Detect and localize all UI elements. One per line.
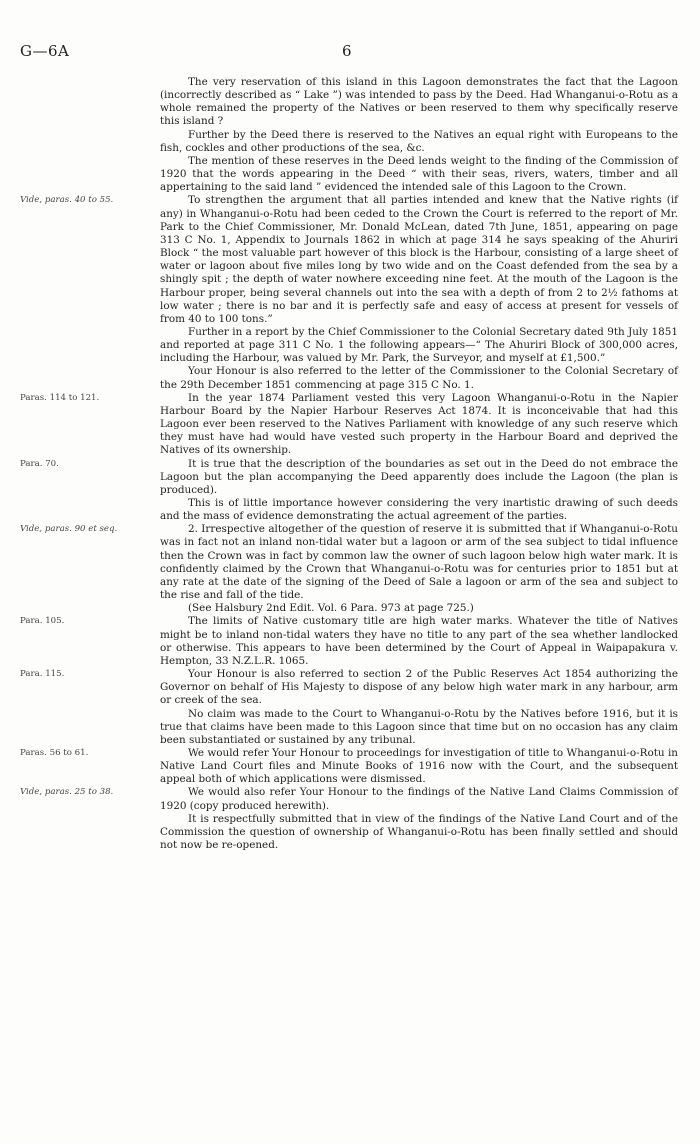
margin-note: Para. 70.: [20, 458, 59, 469]
paragraph-text: Further by the Deed there is reserved to the Natives an equal right with Europeans to the fish, cockles and other productions of the sea, &c.: [160, 128, 678, 154]
paragraph-text: The very reservation of this island in this Lagoon demonstrates the fact that the Lagoon (incorrectly described as “ Lake ”) was intended to pass by the Deed. Had Whanganui-o-Rotu as a whole remained the property of the Natives or been reserved to them why specifically reserve this island ?: [160, 76, 678, 128]
paragraph-text: Your Honour is also referred to section 2 of the Public Reserves Act 1854 authorizing the Governor on behalf of His Majesty to dispose of any below high water mark in any harbour, arm or creek of the sea.: [160, 668, 678, 707]
paragraph-chief-commissioner-report: [160, 326, 678, 365]
paragraph-commissioner-letter: [160, 365, 678, 391]
page-number: 6: [342, 42, 352, 60]
paragraph-no-claim: [160, 708, 678, 747]
page-header: [0, 42, 700, 64]
paragraph-public-reserves-act: [20, 668, 678, 707]
paragraph-text: Further in a report by the Chief Commissioner to the Colonial Secretary dated 9th July 1851 and reported at page 311 C No. 1 the following appears—“ The Ahuriri Block of 300,000 acres, including the Harbour, was valued by Mr. Park, the Surveyor, and myself at £1,500.”: [160, 325, 678, 365]
paragraph-reserves-deed: [160, 155, 678, 194]
paragraph-proceedings: [20, 746, 678, 786]
paragraph-boundaries: [20, 457, 678, 497]
margin-note: Paras. 114 to 121.: [20, 392, 100, 403]
document-reference: G—6A: [20, 42, 70, 60]
document-body: [0, 76, 700, 852]
paragraph-text: To strengthen the argument that all parties intended and knew that the Native rights (if any) in Whanganui-o-Rotu had been ceded to the Crown the Court is referred to the report of Mr. Park to the Chief Commissioner, Mr. Donald McLean, dated 7th June, 1851, appearing on page 313 C No. 1, Appendix to Journals 1862 in which at page 314 he says speaking of the Ahuriri Block “ the most valuable part however of this block is the Harbour, consisting of a large sheet of water or lagoon about five miles long by two wide and on the Coast defended from the sea by a shingly spit ; the depth of water nowhere exceeding nine feet. At the mouth of the Lagoon is the Harbour proper, being several channels out into the sea with a depth of from 2 to 2½ fathoms at low water ; there is no bar and it is perfectly safe and easy of access at present for vessels of from 40 to 100 tons.”: [160, 194, 678, 325]
paragraph-text: The limits of Native customary title are high water marks. Whatever the title of Natives might be to inland non-tidal waters they have no title to any part of the sea whether landlocked or otherwise. This appears to have been determined by the Court of Appeal in Waipapakura v. Hempton, 33 N.Z.L.R. 1065.: [160, 615, 678, 667]
paragraph-harbour-board: [20, 391, 678, 458]
paragraph-equal-rights: [160, 129, 678, 155]
paragraph-text: This is of little importance however considering the very inartistic drawing of such deeds and the mass of evidence demonstrating the actual agreement of the parties.: [160, 497, 678, 523]
paragraph-text: We would refer Your Honour to proceedings for investigation of title to Whanganui-o-Rotu in Native Land Court files and Minute Books of 1916 now with the Court, and the subsequent appeal both of which applications were dismissed.: [160, 746, 678, 786]
paragraph-tidal-influence: [20, 523, 678, 602]
paragraph-park-report: [20, 194, 678, 326]
margin-note: Para. 115.: [20, 669, 65, 680]
paragraph-commission-findings: [20, 786, 678, 812]
paragraph-text: It is true that the description of the boundaries as set out in the Deed do not embrace the Lagoon but the plan accompanying the Deed apparently does include the Lagoon (the plan is produced).: [160, 457, 678, 496]
margin-note: Para. 105.: [20, 616, 65, 627]
paragraph-text: In the year 1874 Parliament vested this very Lagoon Whanganui-o-Rotu in the Napier Harbour Board by the Napier Harbour Reserves Act 1874. It is inconceivable that had this Lagoon ever been reserved to the Natives Parliament with knowledge of any such reserve which they must have had would have vested such property in the Harbour Board and deprived the Natives of its ownership.: [160, 391, 678, 457]
margin-note: Vide, paras. 25 to 38.: [20, 787, 114, 798]
margin-note: Vide, paras. 90 et seq.: [20, 524, 118, 535]
margin-note: Paras. 56 to 61.: [20, 747, 89, 758]
paragraph-halsbury-citation: [160, 602, 678, 615]
paragraph-text: (See Halsbury 2nd Edit. Vol. 6 Para. 973 at page 725.): [188, 602, 474, 615]
paragraph-inartistic-drawing: [160, 497, 678, 523]
paragraph-customary-title: [20, 615, 678, 668]
paragraph-text: We would also refer Your Honour to the findings of the Native Land Claims Commission of 1920 (copy produced herewith).: [160, 786, 678, 812]
paragraph-conclusion: [160, 813, 678, 852]
paragraph-text: No claim was made to the Court to Whanganui-o-Rotu by the Natives before 1916, but it is true that claims have been made to this Lagoon since that time but on no occasion has any claim been substantiated or sustained by any tribunal.: [160, 707, 678, 746]
paragraph-text: Your Honour is also referred to the letter of the Commissioner to the Colonial Secretary of the 29th December 1851 commencing at page 315 C No. 1.: [160, 365, 678, 391]
paragraph-text: The mention of these reserves in the Deed lends weight to the finding of the Commission of 1920 that the words appearing in the Deed “ with their seas, rivers, waters, timber and all appertaining to the said land ” evidenced the intended sale of this Lagoon to the Crown.: [160, 154, 678, 194]
paragraph-text: 2. Irrespective altogether of the question of reserve it is submitted that if Whanganui-o-Rotu was in fact not an inland non-tidal water but a lagoon or arm of the sea subject to tidal influence then the Crown was in fact by common law the owner of such lagoon below high water mark. It is confidently claimed by the Crown that Whanganui-o-Rotu was for centuries prior to 1851 but at any rate at the date of the signing of the Deed of Sale a lagoon or arm of the sea and subject to the rise and fall of the tide.: [160, 523, 678, 602]
margin-note: Vide, paras. 40 to 55.: [20, 195, 114, 206]
paragraph-text: It is respectfully submitted that in view of the findings of the Native Land Court and of the Commission the question of ownership of Whanganui-o-Rotu has been finally settled and should not now be re-opened.: [160, 812, 678, 852]
paragraph-island-reservation: [160, 76, 678, 129]
